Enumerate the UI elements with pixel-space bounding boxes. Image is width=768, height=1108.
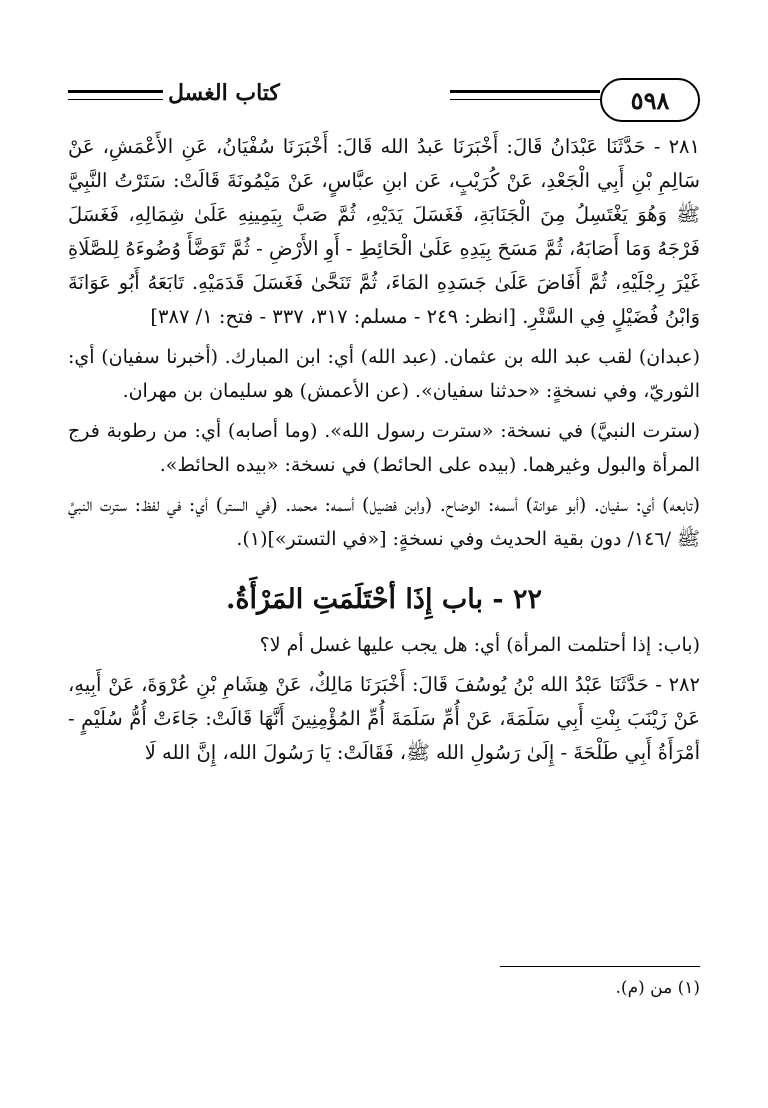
book-page	[68, 70, 700, 1108]
footnote-divider	[500, 966, 700, 967]
commentary-paragraph: (باب: إذا أحتلمت المرأة) أي: هل يجب عليها غسل أم لا؟	[259, 634, 700, 656]
chapter-title: ٢٢ - باب إِذَا أحْتَلَمَتِ المَرْأَةُ.	[225, 584, 543, 615]
commentary-paragraph: (عبدان) لقب عبد الله بن عثمان. (عبد الله) أي: ابن المبارك. (أخبرنا سفيان) أي: الثوريّ، وفي نسخةٍ: «حدثنا سفيان». (عن الأعمش) هو سليمان بن مهران.	[68, 346, 700, 402]
page-number: ٥٩٨	[600, 78, 700, 122]
header-rule-right	[450, 90, 600, 100]
hadith-282: ٢٨٢ - حَدَّثَنَا عَبْدُ الله بْنُ يُوسُفَ قَالَ: أَخْبَرَنَا مَالِكٌ، عَنْ هِشَامِ بْنِ عُرْوَةَ، عَنْ أَبِيهِ، عَنْ زَيْنَبَ بِنْتِ أَبِي سَلَمَةَ، عَنْ أُمِّ سَلَمَةَ أُمِّ المُؤْمِنِينَ أَنَّهَا قَالَتْ: جَاءَتْ أُمُّ سُلَيْمٍ - أمْرَأَةُ أَبِي طَلْحَةَ - إِلَىٰ رَسُولِ الله ﷺ، فَقَالَتْ: يَا رَسُولَ الله، إِنَّ الله لَا	[68, 673, 700, 764]
hadith-281: ٢٨١ - حَدَّثَنَا عَبْدَانُ قَالَ: أَخْبَرَنَا عَبدُ الله قَالَ: أَخْبَرَنَا سُفْيَانُ، عَنِ الأَعْمَشِ، عَنْ سَالِمِ بْنِ أَبِي الْجَعْدِ، عَنْ كُرَيْبٍ، عَن ابنِ عبَّاسٍ، عَنْ مَيْمُونَةَ قَالَتْ: سَتَرْتُ النَّبِيَّ ﷺ وَهُوَ يَغْتَسِلُ مِنَ الْجَنَابَةِ، فَغَسَلَ يَدَيْهِ، ثُمَّ صَبَّ بِيَمِينِهِ عَلَىٰ شِمَالِهِ، فَغَسَلَ فَرْجَهُ وَمَا أَصَابَهُ، ثُمَّ مَسَحَ بِيَدِهِ عَلَىٰ الْحَائِطِ - أَوِ الأَرْضِ - ثُمَّ تَوَضَّأَ وُضُوءَهُ لِلصَّلَاةِ غَيْرَ رِجْلَيْهِ، ثُمَّ أَفَاضَ عَلَىٰ جَسَدِهِ المَاءَ، ثُمَّ تَنَحَّىٰ فَغَسَلَ قَدَمَيْهِ. تَابَعَهُ أَبُو عَوَانَةَ وَابْنُ فُضَيْلٍ فِي السَّتْرِ. [انظر: ٢٤٩ - مسلم: ٣١٧، ٣٣٧ - فتح: ١/ ٣٨٧]	[68, 135, 700, 328]
commentary-paragraph: (سترت النبيَّ) في نسخة: «سترت رسول الله». (وما أصابه) أي: من رطوبة فرج المرأة والبول وغيرهما. (بيده على الحائط) في نسخة: «بيده الحائط».	[68, 420, 700, 476]
header-rule-left	[68, 90, 163, 100]
page-header	[68, 70, 700, 118]
commentary-paragraph: (تابعه) أي: سفيان. (أبو عوانة) أسمه: الوضاح. (وابن فضيل) أسمه: محمد. (في الستر) أي: في لفظ: سترت النبيَّ ﷺ /١٤٦/ دون بقية الحديث وفي نسخةٍ: [«في التستر»](١).	[68, 494, 700, 550]
book-title: كتاب الغسل	[168, 80, 280, 106]
page-content	[68, 130, 700, 770]
footnote: (١) من (م).	[615, 978, 700, 998]
